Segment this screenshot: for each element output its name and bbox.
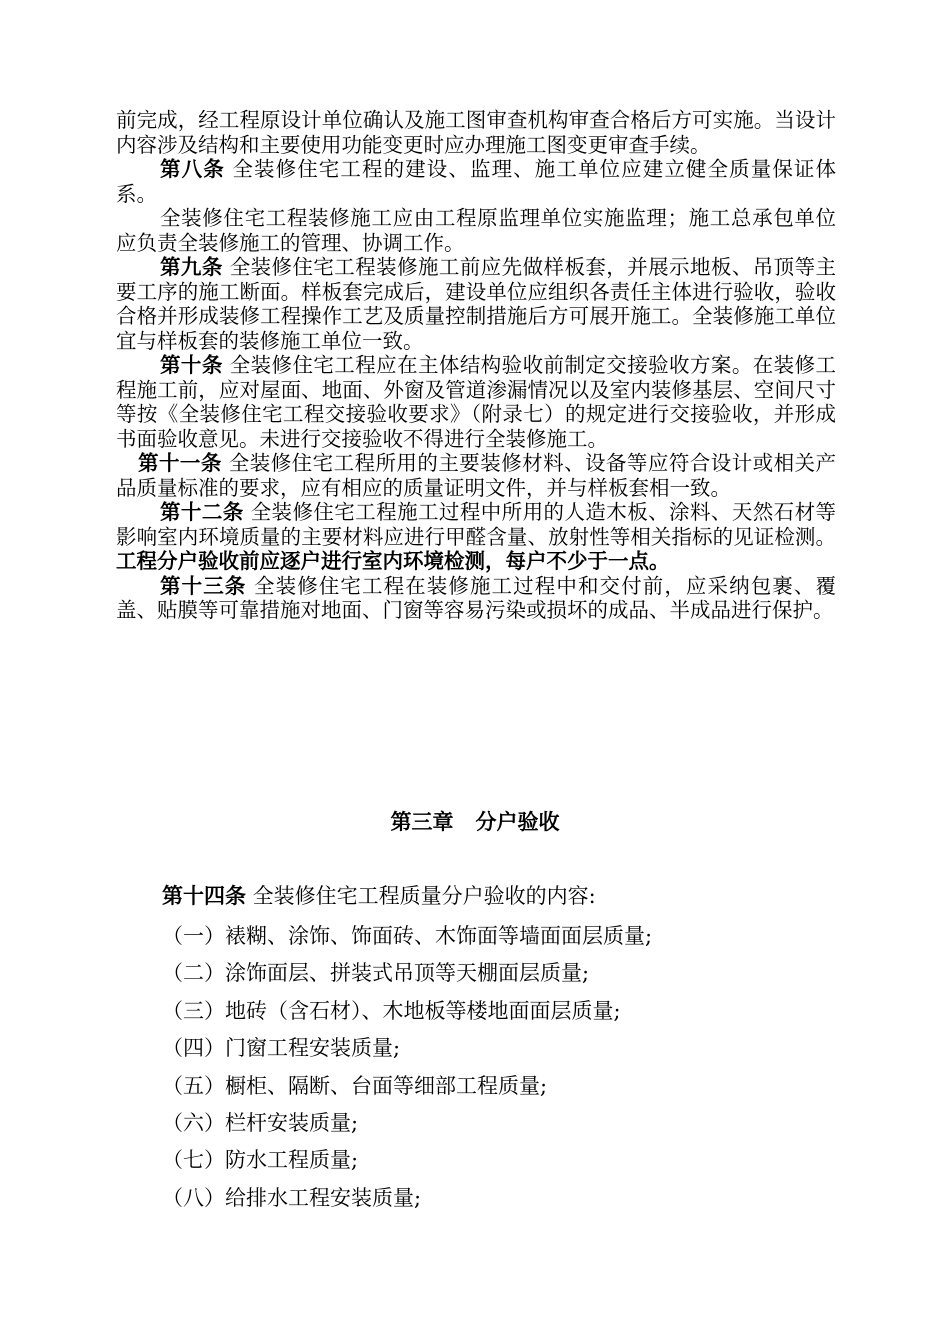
article-9 [116, 255, 836, 353]
article-text: 全装修住宅工程应在主体结构验收前制定交接验收方案。在装修工程施工前，应对屋面、地面、外窗及管道渗漏情况以及室内装修基层、空间尺寸等按《全装修住宅工程交接验收要求》（附录七）的规定进行交接验收，并形成书面验收意见。未进行交接验收不得进行全装修施工。 [116, 353, 837, 451]
article-text: 全装修住宅工程施工过程中所用的人造木板、涂料、天然石材等影响室内环境质量的主要材料应进行甲醛含量、放射性等相关指标的见证检测。 [116, 500, 837, 549]
inspection-items-list [162, 922, 652, 1221]
article-bold-requirement: 工程分户验收前应逐户进行室内环境检测，每户不少于一点。 [116, 549, 670, 573]
article-11 [116, 451, 836, 500]
article-text: 全装修住宅工程的建设、监理、施工单位应建立健全质量保证体系。 [116, 157, 837, 206]
article-14 [162, 882, 596, 910]
chapter-title: 分户验收 [475, 809, 560, 834]
article-heading: 第八条 [160, 157, 225, 181]
article-8 [116, 157, 836, 206]
body-text [116, 108, 836, 623]
article-heading: 第九条 [160, 255, 223, 279]
chapter-number: 第三章 [390, 809, 454, 834]
article-heading: 第十四条 [162, 883, 246, 908]
list-item: （二）涂饰面层、拼装式吊顶等天棚面层质量; [162, 961, 590, 986]
article-heading: 第十一条 [138, 451, 222, 475]
article-heading: 第十三条 [160, 573, 247, 598]
list-item: （六）栏杆安装质量; [162, 1110, 359, 1135]
article-text: 全装修住宅工程所用的主要装修材料、设备等应符合设计或相关产品质量标准的要求，应有相应的质量证明文件，并与样板套相一致。 [116, 451, 837, 500]
list-item: （七）防水工程质量; [162, 1148, 359, 1173]
list-item: （五）橱柜、隔断、台面等细部工程质量; [162, 1073, 548, 1098]
article-12 [116, 500, 836, 574]
list-item: （三）地砖（含石材）、木地板等楼地面面层质量; [162, 998, 621, 1023]
article-13 [116, 574, 836, 623]
article-10 [116, 353, 836, 451]
paragraph-text: 前完成，经工程原设计单位确认及施工图审查机构审查合格后方可实施。当设计内容涉及结构和主要使用功能变更时应办理施工图变更审查手续。 [116, 108, 836, 157]
paragraph-text: 全装修住宅工程装修施工应由工程原监理单位实施监理；施工总承包单位应负责全装修施工的管理、协调工作。 [116, 206, 836, 255]
article-text: 全装修住宅工程质量分户验收的内容: [246, 884, 596, 908]
paragraph-continuation [116, 108, 836, 157]
article-8-paragraph-2 [116, 206, 836, 255]
list-item: （一）裱糊、涂饰、饰面砖、木饰面等墙面面层质量; [162, 924, 653, 948]
list-item: （四）门窗工程安装质量; [162, 1036, 401, 1061]
article-text: 全装修住宅工程装修施工前应先做样板套，并展示地板、吊顶等主要工序的施工断面。样板套完成后，建设单位应组织各责任主体进行验收，验收合格并形成装修工程操作工艺及质量控制措施后方可展开施工。全装修施工单位宜与样板套的装修施工单位一致。 [116, 255, 837, 353]
chapter-heading [0, 808, 950, 836]
list-item: （八）给排水工程安装质量; [162, 1185, 422, 1210]
article-heading: 第十二条 [160, 500, 244, 524]
article-text: 全装修住宅工程在装修施工过程中和交付前，应采纳包裹、覆盖、贴膜等可靠措施对地面、门窗等容易污染或损坏的成品、半成品进行保护。 [116, 573, 837, 622]
article-heading: 第十条 [160, 353, 223, 377]
